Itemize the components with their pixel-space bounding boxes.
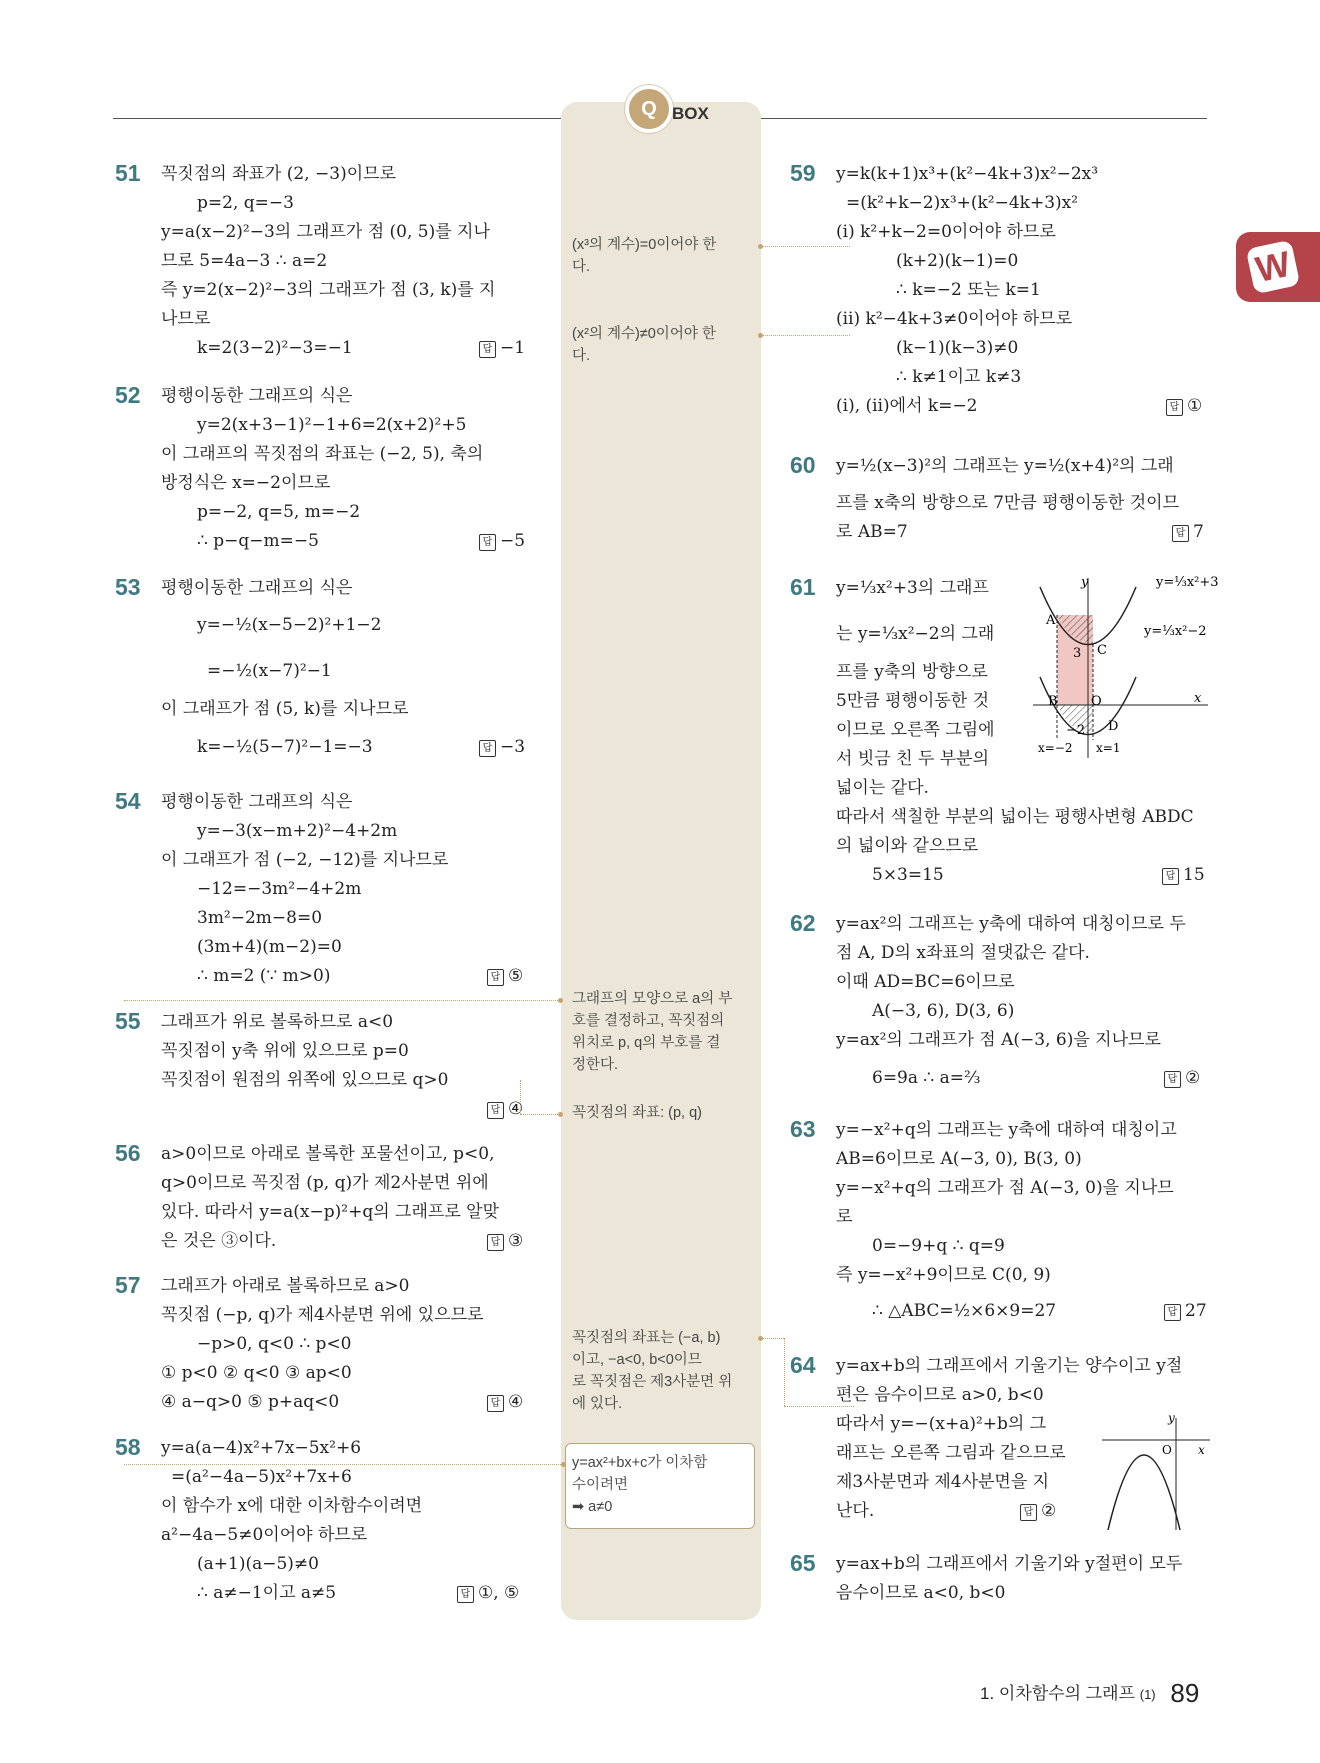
solution-line: y=ax+b의 그래프에서 기울기와 y절편이 모두: [836, 1554, 1183, 1574]
solution-line: (k+2)(k−1)=0: [896, 251, 1019, 271]
solution-line: y=−x²+q의 그래프가 점 A(−3, 0)을 지나므: [836, 1178, 1174, 1198]
solution-line: 꼭짓점 (−p, q)가 제4사분면 위에 있으므로: [161, 1305, 484, 1325]
answer: 답 ④: [487, 1391, 523, 1413]
solution-line: k=−½(5−7)²−1=−3: [197, 737, 373, 757]
point-c-label: C: [1097, 643, 1107, 658]
solution-line: y=k(k+1)x³+(k²−4k+3)x²−2x³: [836, 164, 1099, 184]
point-b-label: B: [1048, 694, 1058, 709]
minus2-label: −2: [1066, 723, 1086, 738]
solution-line: 평행이동한 그래프의 식은: [161, 386, 353, 406]
problem-number: 55: [115, 1008, 141, 1034]
solution-line: q>0이므로 꼭짓점 (p, q)가 제2사분면 위에: [161, 1173, 489, 1193]
solution-line: 이 함수가 x에 대한 이차함수이려면: [161, 1496, 423, 1516]
problem-number: 57: [115, 1272, 141, 1298]
chapter-title: 1. 이차함수의 그래프: [980, 1684, 1135, 1703]
solution-line: 꼭짓점이 원점의 위쪽에 있으므로 q>0: [161, 1070, 449, 1090]
solution-line: 프를 y축의 방향으로: [836, 662, 988, 682]
solution-line: y=a(a−4)x²+7x−5x²+6: [161, 1438, 362, 1458]
solution-line: 평행이동한 그래프의 식은: [161, 792, 353, 812]
solution-line: (3m+4)(m−2)=0: [197, 937, 342, 957]
origin-label: O: [1162, 1443, 1172, 1457]
solution-line: y=ax²의 그래프가 점 A(−3, 6)을 지나므로: [836, 1030, 1161, 1050]
problem-number: 53: [115, 574, 141, 600]
solution-line: 는 y=⅓x²−2의 그래: [836, 624, 995, 644]
solution-line: 서 빗금 친 두 부분의: [836, 749, 989, 769]
solution-line: 6=9a ∴ a=⅔: [872, 1068, 981, 1088]
problem-number: 56: [115, 1140, 141, 1166]
problem-number: 62: [790, 910, 816, 936]
solution-line: a>0이므로 아래로 볼록한 포물선이고, p<0,: [161, 1144, 495, 1164]
solution-line: y=−½(x−5−2)²+1−2: [197, 615, 382, 635]
parabola-curve: [1108, 1455, 1180, 1530]
solution-line: −12=−3m²−4+2m: [197, 879, 362, 899]
parabola-figure-61: [1028, 572, 1219, 758]
problem-number: 61: [790, 574, 816, 600]
solution-line: 의 넓이와 같으므로: [836, 836, 979, 856]
page-footer: [980, 1678, 1199, 1709]
answer-mark-icon: 답: [1162, 868, 1179, 885]
solution-line: 나므로: [161, 309, 211, 329]
solution-line: 즉 y=2(x−2)²−3의 그래프가 점 (3, k)를 지: [161, 280, 496, 300]
solution-line: 이므로 오른쪽 그림에: [836, 720, 995, 740]
side-note: (x³의 계수)=0이어야 한 다.: [572, 237, 717, 275]
answer: 답 ⑤: [487, 965, 523, 987]
answer-mark-icon: 답: [457, 1586, 474, 1603]
problem-number: 51: [115, 160, 141, 186]
solution-line: p=−2, q=5, m=−2: [197, 502, 361, 522]
solution-line: y=ax+b의 그래프에서 기울기는 양수이고 y절: [836, 1356, 1183, 1376]
solution-line: 5만큼 평행이동한 것: [836, 691, 989, 711]
solution-line: ∴ m=2 (∵ m>0): [197, 966, 331, 986]
point-d-label: D: [1108, 719, 1119, 734]
problem-number: 64: [790, 1352, 816, 1378]
solution-line: 5×3=15: [872, 865, 944, 885]
side-note: 그래프의 모양으로 a의 부 호를 결정하고, 꼭짓점의 위치로 p, q의 부호를 결 정한다.: [572, 991, 733, 1073]
problem-number: 58: [115, 1434, 141, 1460]
leader-line: [124, 1464, 561, 1465]
leader-dot: [558, 1112, 563, 1117]
box-label: BOX: [672, 104, 709, 123]
solution-line: 점 A, D의 x좌표의 절댓값은 같다.: [836, 943, 1090, 963]
solution-line: 므로 5=4a−3 ∴ a=2: [161, 251, 328, 271]
solution-line: −p>0, q<0 ∴ p<0: [197, 1334, 352, 1354]
answer: 답 ②: [1020, 1500, 1056, 1522]
leader-line: [124, 1000, 558, 1001]
solution-line: =(a²−4a−5)x²+7x+6: [171, 1467, 352, 1487]
leader-line: [762, 1338, 784, 1339]
answer-mark-icon: 답: [487, 969, 504, 986]
solution-line: 은 것은 ③이다.: [161, 1231, 277, 1251]
solution-line: 3m²−2m−8=0: [197, 908, 323, 928]
y-axis-label: y: [1168, 1411, 1175, 1425]
page-number: 89: [1170, 1678, 1200, 1708]
answer-mark-icon: 답: [487, 1102, 504, 1119]
length-3-label: 3: [1073, 646, 1082, 661]
answer: 답 −1: [479, 337, 525, 359]
x-axis-label: x: [1198, 1443, 1205, 1457]
answer-mark-icon: 답: [487, 1234, 504, 1251]
answer: 답 15: [1162, 864, 1205, 886]
lower-curve-label: y=⅓x²−2: [1144, 624, 1207, 639]
solution-line: (ⅰ) k²+k−2=0이어야 하므로: [836, 222, 1056, 242]
answer: 답 7: [1172, 521, 1204, 543]
solution-line: 즉 y=−x²+9이므로 C(0, 9): [836, 1265, 1051, 1285]
side-note: y=ax²+bx+c가 이차함 수이려면 ➡ a≠0: [572, 1455, 708, 1515]
problem-number: 59: [790, 160, 816, 186]
side-note: 꼭짓점의 좌표는 (−a, b) 이고, −a<0, b<0이므 로 꼭짓점은 제3사분면 위 에 있다.: [572, 1330, 733, 1412]
problem-number: 65: [790, 1550, 816, 1576]
answer-mark-icon: 답: [479, 740, 496, 757]
x-axis-label: x: [1194, 691, 1202, 706]
answer-mark-icon: 답: [1164, 1304, 1181, 1321]
parabola-figure-64: [1100, 1410, 1212, 1532]
problem-number: 60: [790, 452, 816, 478]
upper-curve-label: y=⅓x²+3: [1156, 575, 1219, 590]
leader-dot: [558, 998, 563, 1003]
answer: 답 ②: [1164, 1067, 1200, 1089]
solution-line: 0=−9+q ∴ q=9: [872, 1236, 1005, 1256]
solution-line: (k−1)(k−3)≠0: [896, 338, 1019, 358]
side-tab[interactable]: [1236, 232, 1320, 302]
solution-line: 편은 음수이므로 a>0, b<0: [836, 1385, 1044, 1405]
solution-line: ① p<0 ② q<0 ③ ap<0: [161, 1363, 352, 1383]
answer: 답 ③: [487, 1230, 523, 1252]
solution-line: 평행이동한 그래프의 식은: [161, 578, 353, 598]
leader-line: [762, 335, 850, 336]
w-icon: W: [1246, 240, 1301, 295]
problem-number: 63: [790, 1116, 816, 1142]
solution-line: y=½(x−3)²의 그래프는 y=½(x+4)²의 그래: [836, 456, 1174, 476]
answer-mark-icon: 답: [1020, 1504, 1037, 1521]
leader-line: [520, 1114, 558, 1115]
solution-line: =(k²+k−2)x³+(k²−4k+3)x²: [846, 193, 1079, 213]
solution-line: 그래프가 위로 볼록하므로 a<0: [161, 1012, 394, 1032]
solution-line: (a+1)(a−5)≠0: [197, 1554, 319, 1574]
side-note: (x²의 계수)≠0이어야 한 다.: [572, 326, 716, 364]
solution-line: 방정식은 x=−2이므로: [161, 473, 331, 493]
y-axis-label: y: [1081, 575, 1089, 590]
answer: 답 27: [1164, 1300, 1207, 1322]
solution-line: 프를 x축의 방향으로 7만큼 평행이동한 것이므: [836, 493, 1180, 513]
solution-line: 이 그래프가 점 (5, k)를 지나므로: [161, 699, 409, 719]
solution-line: ∴ k=−2 또는 k=1: [896, 280, 1041, 300]
x-1-label: x=1: [1096, 741, 1121, 755]
solution-line: 꼭짓점의 좌표가 (2, −3)이므로: [161, 164, 396, 184]
solution-line: 제3사분면과 제4사분면을 지: [836, 1472, 1050, 1492]
x-minus-2-label: x=−2: [1038, 741, 1073, 755]
solution-line: y=−3(x−m+2)²−4+2m: [197, 821, 398, 841]
solution-line: ∴ k≠1이고 k≠3: [896, 367, 1022, 387]
solution-line: 음수이므로 a<0, b<0: [836, 1583, 1006, 1603]
solution-line: 그래프가 아래로 볼록하므로 a>0: [161, 1276, 410, 1296]
answer-mark-icon: 답: [479, 341, 496, 358]
solution-line: ∴ p−q−m=−5: [197, 531, 319, 551]
answer-mark-icon: 답: [1172, 525, 1189, 542]
solution-line: 따라서 색칠한 부분의 넓이는 평행사변형 ABDC: [836, 807, 1194, 827]
solution-line: 로: [836, 1207, 853, 1227]
answer-mark-icon: 답: [1164, 1071, 1181, 1088]
side-note: 꼭짓점의 좌표: (p, q): [572, 1105, 702, 1121]
solution-line: 따라서 y=−(x+a)²+b의 그: [836, 1414, 1047, 1434]
solution-line: (ⅰ), (ⅱ)에서 k=−2: [836, 396, 978, 416]
solution-line: ∴ a≠−1이고 a≠5: [197, 1583, 337, 1603]
answer: 답 −3: [479, 736, 525, 758]
solution-line: 있다. 따라서 y=a(x−p)²+q의 그래프로 알맞: [161, 1202, 499, 1222]
solution-line: 이 그래프의 꼭짓점의 좌표는 (−2, 5), 축의: [161, 444, 484, 464]
point-a-label: A: [1046, 613, 1056, 628]
solution-line: y=ax²의 그래프는 y축에 대하여 대칭이므로 두: [836, 914, 1186, 934]
solution-line: y=a(x−2)²−3의 그래프가 점 (0, 5)를 지나: [161, 222, 490, 242]
problem-number: 52: [115, 382, 141, 408]
solution-line: k=2(3−2)²−3=−1: [197, 338, 353, 358]
answer: 답 ④: [487, 1098, 523, 1120]
answer-mark-icon: 답: [487, 1395, 504, 1412]
chapter-part: (1): [1139, 1687, 1156, 1702]
leader-line: [784, 1338, 785, 1406]
origin-label: O: [1091, 694, 1102, 709]
answer: 답 ①: [1166, 395, 1202, 417]
leader-line: [784, 1406, 854, 1407]
solution-line: 넓이는 같다.: [836, 778, 929, 798]
solution-line: a²−4a−5≠0이어야 하므로: [161, 1525, 368, 1545]
solution-line: (ⅱ) k²−4k+3≠0이어야 하므로: [836, 309, 1073, 329]
solution-line: 이 그래프가 점 (−2, −12)를 지나므로: [161, 850, 449, 870]
solution-line: y=⅓x²+3의 그래프: [836, 578, 989, 598]
solution-line: 난다.: [836, 1501, 875, 1521]
solution-line: y=2(x+3−1)²−1+6=2(x+2)²+5: [197, 415, 467, 435]
answer: 답 ①, ⑤: [457, 1582, 519, 1604]
solution-line: =−½(x−7)²−1: [207, 661, 332, 681]
solution-line: 이때 AD=BC=6이므로: [836, 972, 1015, 992]
solution-line: A(−3, 6), D(3, 6): [872, 1001, 1015, 1021]
solution-line: ④ a−q>0 ⑤ p+aq<0: [161, 1392, 340, 1412]
answer-mark-icon: 답: [479, 534, 496, 551]
solution-line: AB=6이므로 A(−3, 0), B(3, 0): [836, 1149, 1082, 1169]
solution-line: 로 AB=7: [836, 522, 908, 542]
answer-mark-icon: 답: [1166, 399, 1183, 416]
solution-line: p=2, q=−3: [197, 193, 294, 213]
leader-dot: [561, 1462, 566, 1467]
solution-line: ∴ △ABC=½×6×9=27: [872, 1301, 1057, 1321]
leader-line: [762, 246, 850, 247]
solution-line: 꼭짓점이 y축 위에 있으므로 p=0: [161, 1041, 409, 1061]
solution-line: y=−x²+q의 그래프는 y축에 대하여 대칭이고: [836, 1120, 1177, 1140]
problem-number: 54: [115, 788, 141, 814]
q-icon: Q: [625, 85, 673, 133]
solution-line: 래프는 오른쪽 그림과 같으므로: [836, 1443, 1066, 1463]
answer: 답 −5: [479, 530, 525, 552]
leader-line: [520, 1080, 521, 1114]
